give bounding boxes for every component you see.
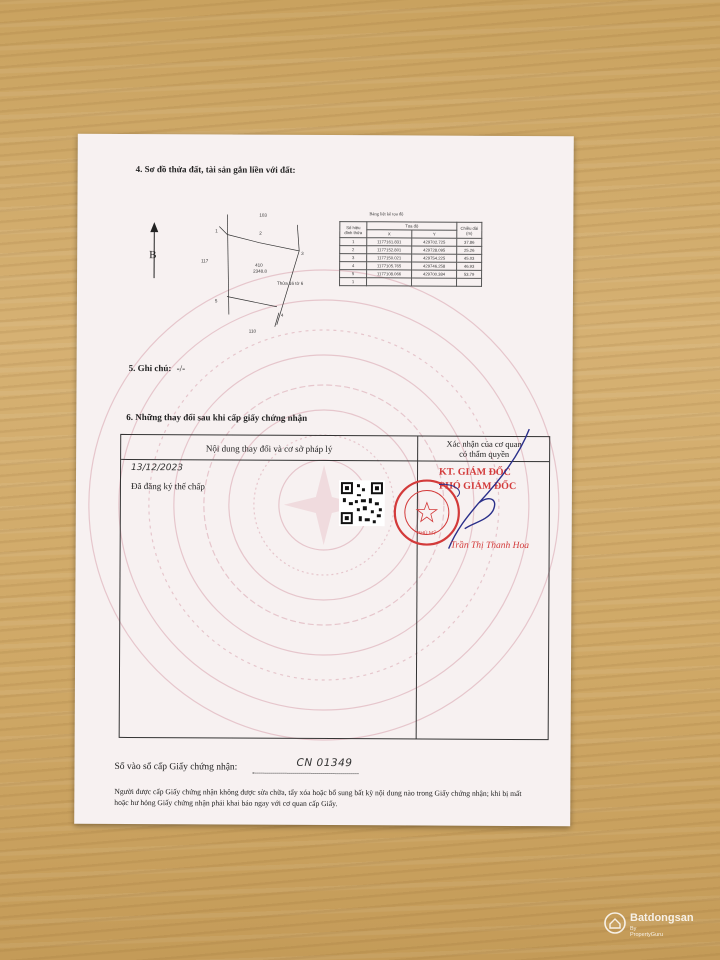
plan-label: 410 (255, 262, 263, 268)
table-row: 5 1177108.066 429700.384 53.79 (340, 270, 482, 279)
col-header: Chiều dài (m) (457, 222, 482, 238)
plan-label: Thửa 16 tờ 6 (277, 280, 304, 286)
section-5-title: 5. Ghi chú: (128, 362, 172, 374)
col-content-header: Nội dung thay đổi và cơ sở pháp lý (205, 443, 333, 455)
table-row: 4 1177105.765 429746.258 46.93 (340, 262, 482, 271)
kt-title: KT. GIÁM ĐỐC (439, 466, 511, 478)
section-5-value: -/- (176, 363, 186, 374)
col-confirm-line2: có thẩm quyền (459, 448, 510, 459)
cert-number-line (252, 773, 358, 775)
table-row: 2 1177152.801 429728.095 25.26 (340, 246, 482, 255)
change-entry: Đã đăng ký thế chấp (130, 480, 205, 492)
seal-label: PHÚ MỸ (416, 530, 437, 537)
north-arrow-icon (147, 220, 161, 280)
plan-label: 103 (259, 212, 267, 218)
table-row: 3 1177150.021 429754.225 45.03 (340, 254, 482, 263)
col-header: Tọa độ (367, 222, 457, 230)
plan-label: 1 (215, 228, 218, 234)
brand-name: Batdongsan (630, 912, 694, 924)
changes-table (119, 434, 551, 740)
change-date: 13/12/2023 (131, 462, 183, 474)
plan-label: 117 (201, 258, 209, 264)
coord-table-title: Bảng liệt kê tọa độ (369, 211, 404, 217)
table-row: 1 (340, 278, 482, 287)
plan-label: 2348.8 (253, 268, 267, 274)
certificate-page (74, 134, 574, 827)
deputy-title: PHÓ GIÁM ĐỐC (438, 480, 517, 493)
col-confirm-line1: Xác nhận của cơ quan (446, 438, 522, 450)
svg-text:B: B (149, 249, 157, 262)
plan-label: 3 (301, 250, 304, 256)
plan-label: 4 (280, 312, 284, 318)
plan-label: 5 (214, 298, 218, 304)
warning-text: Người được cấp Giấy chứng nhận không được sửa chữa, tẩy xóa hoặc bổ sung bất kỳ nội dung nào trong Giấy chứng nhận; khi bị mất hoặc hư hỏng Giấy chứng nhận phải khai báo ngay với cơ quan cấp Giấy. (114, 786, 522, 809)
col-subheader: Y (412, 230, 457, 238)
land-plot-sketch (197, 204, 318, 335)
table-row: 1 1177161.831 429702.725 37.86 (340, 238, 482, 247)
section-6-title: 6. Những thay đổi sau khi cấp giấy chứng nhận (126, 411, 308, 423)
signer-name: Trần Thị Thanh Hoa (450, 540, 530, 552)
qr-code-icon (339, 480, 385, 526)
plan-label: 2 (259, 230, 262, 236)
batdongsan-logo-icon (604, 912, 626, 934)
col-header: Số hiệu đỉnh thửa (340, 222, 367, 238)
plan-label: 110 (248, 328, 256, 334)
brand-sub: By PropertyGuru (630, 926, 664, 938)
section-4-title: 4. Sơ đồ thửa đất, tài sản gắn liền với đất: (135, 164, 296, 175)
cert-number-value: CN 01349 (296, 756, 353, 770)
coordinate-table (339, 221, 482, 287)
cert-number-label: Số vào sổ cấp Giấy chứng nhận: (114, 761, 238, 773)
col-subheader: X (367, 230, 412, 238)
